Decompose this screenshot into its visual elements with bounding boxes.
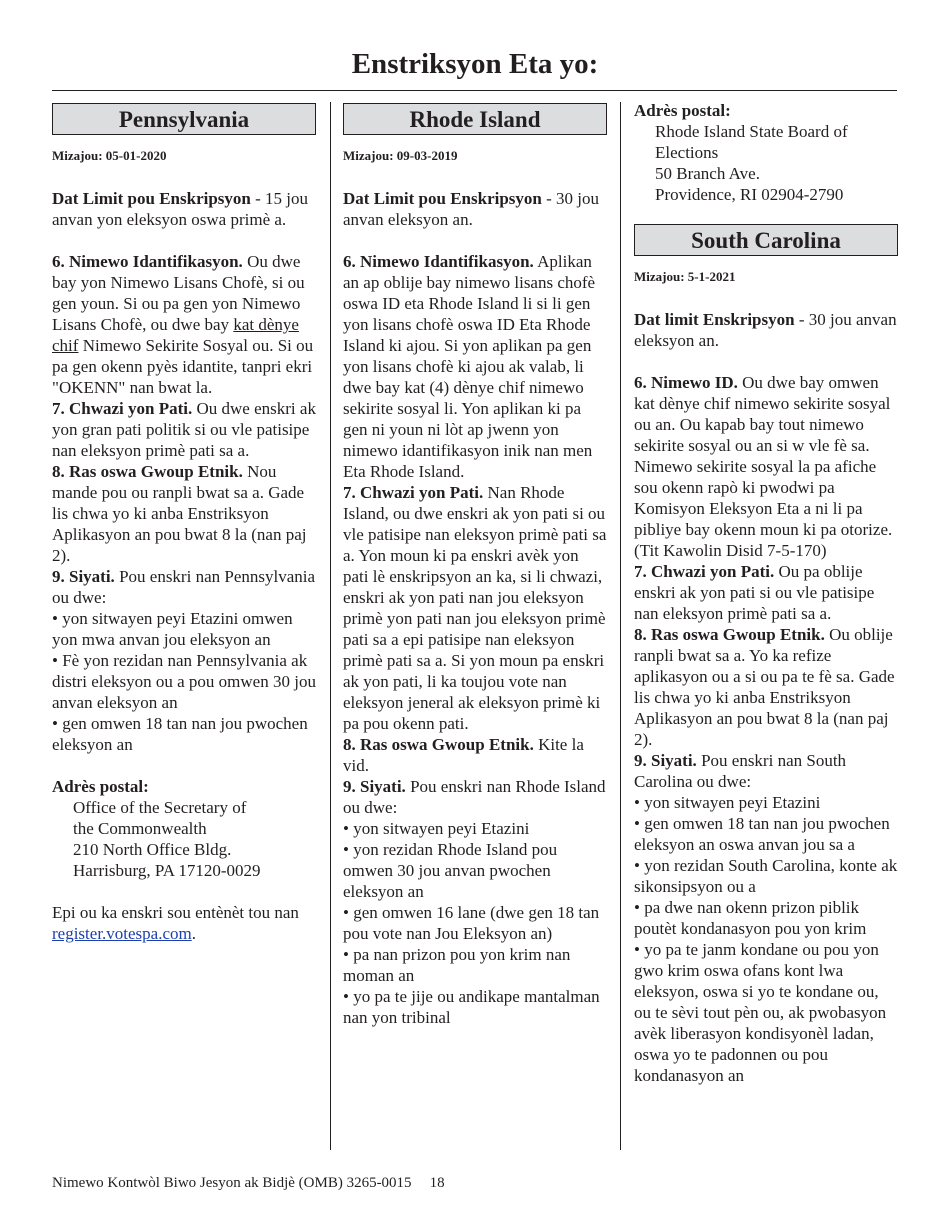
eligibility-bullet: • yon rezidan South Carolina, konte ak sikonsipsyon ou a [634, 856, 898, 896]
party-instructions: 7. Chwazi yon Pati. Ou dwe enskri ak yon gran pati politik si ou vle patisipe nan eleksyon primè pati sa a. [52, 399, 316, 460]
mailing-address-line: the Commonwealth [73, 819, 207, 838]
signature-instructions: 9. Siyati. Pou enskri nan Pennsylvania ou dwe: [52, 567, 316, 607]
page-number: 18 [429, 1175, 445, 1191]
column-divider [620, 102, 621, 1150]
mailing-address-label: Adrès postal: [634, 101, 731, 120]
eligibility-bullet: • pa dwe nan okenn prizon piblik poutèt kondanasyon pou yon krim [634, 898, 867, 938]
column-divider [330, 102, 331, 1150]
eligibility-bullet: • yo pa te janm kondane ou pou yon gwo krim oswa ofans kont lwa eleksyon, oswa si yo te kondane ou, ou te sèvi tout pèn ou, ak pwobasyon avèk liberasyon kondisyonèl ladan, oswa yo te padonnen ou pou kondanasyon an [634, 940, 887, 1085]
mailing-address-line: Elections [655, 143, 719, 162]
south-carolina-section [634, 100, 898, 1086]
state-heading: Pennsylvania [52, 103, 316, 135]
omb-control-number: Nimewo Kontwòl Biwo Jesyon ak Bidjè (OMB) 3265-0015 [52, 1175, 412, 1191]
id-number-instructions: 6. Nimewo Idantifikasyon. Ou dwe bay yon Nimewo Lisans Chofè, si ou gen youn. Si ou pa gen yon Nimewo Lisans Chofè, ou dwe bay kat dènye chif Nimewo Sekirite Sosyal ou. Si ou pa gen okenn pyès idantite, tanpri ekri "OKENN" nan bwat la. [52, 252, 314, 397]
eligibility-bullet: • yon rezidan Rhode Island pou omwen 30 jou anvan pwochen eleksyon an [343, 840, 558, 901]
party-instructions: 7. Chwazi yon Pati. Nan Rhode Island, ou dwe enskri ak yon pati si ou vle patisipe nan eleksyon primè pati sa a. Yon moun ki pa enskri avèk yon pati lè enskripsyon an ka, si li chwazi, enskri ak yon pati nan jou eleksyon primè yon pati nan jou eleksyon primè pati sa a epi patisipe nan eleksyon primè pati sa a. Si yon moun pa enskri ak yon pati, li ka toujou vote nan eleksyon jeneral ak eleksyon primè ki pa pou okenn pati. [343, 483, 607, 733]
eligibility-bullet: • yon sitwayen peyi Etazini [634, 793, 821, 812]
mailing-address-line: Providence, RI 02904-2790 [655, 185, 844, 204]
updated-date: Mizajou: 5-1-2021 [634, 269, 736, 284]
eligibility-bullet: • yon sitwayen peyi Etazini [343, 819, 530, 838]
race-instructions: 8. Ras oswa Gwoup Etnik. Kite la vid. [343, 735, 584, 775]
online-registration-note: Epi ou ka enskri sou entènèt tou nan register.votespa.com. [52, 903, 299, 943]
registration-deadline: Dat limit Enskripsyon - 30 jou anvan eleksyon an. [634, 310, 897, 350]
mailing-address-line: Harrisburg, PA 17120-0029 [73, 861, 261, 880]
state-heading: South Carolina [634, 224, 898, 256]
eligibility-bullet: • gen omwen 18 tan nan jou pwochen eleksyon an [52, 714, 308, 754]
updated-date: Mizajou: 05-01-2020 [52, 148, 167, 163]
eligibility-bullet: • gen omwen 16 lane (dwe gen 18 tan pou vote nan Jou Eleksyon an) [343, 903, 600, 943]
eligibility-bullet: • yo pa te jije ou andikape mantalman nan yon tribinal [343, 987, 600, 1027]
state-heading: Rhode Island [343, 103, 607, 135]
party-instructions: 7. Chwazi yon Pati. Ou pa oblije enskri ak yon pati si ou vle patisipe nan eleksyon primè pati sa a. [634, 562, 875, 623]
race-instructions: 8. Ras oswa Gwoup Etnik. Ou oblije ranpli bwat sa a. Yo ka refize aplikasyon ou a si ou pa te fè sa. Gade lis chwa yo ki anba Enstriksyon Aplikasyon an pou bwat 8 la (nan paj 2). [634, 625, 895, 749]
register-votespa-link[interactable]: register.votespa.com [52, 924, 192, 943]
mailing-address-line: 210 North Office Bldg. [73, 840, 232, 859]
rhode-island-section [343, 100, 607, 1028]
mailing-address-line: 50 Branch Ave. [655, 164, 760, 183]
pennsylvania-section [52, 100, 316, 944]
eligibility-bullet: • yon sitwayen peyi Etazini omwen yon mwa anvan jou eleksyon an [52, 609, 293, 649]
registration-deadline: Dat Limit pou Enskripsyon - 15 jou anvan yon eleksyon oswa primè a. [52, 189, 309, 229]
eligibility-bullet: • gen omwen 18 tan nan jou pwochen eleksyon an oswa anvan jou sa a [634, 814, 890, 854]
mailing-address-line: Rhode Island State Board of [655, 122, 848, 141]
id-number-instructions: 6. Nimewo Idantifikasyon. Aplikan an ap oblije bay nimewo lisans chofè oswa ID eta Rhode Island li si li gen yon lisans chofè oswa ID Eta Rhode Island ki ajou. Si yon aplikan pa gen yon lisans chofè ki ajou ak valab, li dwe bay kat (4) dènye chif nimewo sekirite sosyal li. Yon aplikan ki pa gen ni youn ni lòt ap jwenn yon nimewo idantifikasyon inik nan men Eta Rhode Island. [343, 252, 596, 481]
updated-date: Mizajou: 09-03-2019 [343, 148, 458, 163]
page-footer [52, 1173, 445, 1193]
title-divider [52, 90, 897, 91]
registration-deadline: Dat Limit pou Enskripsyon - 30 jou anvan eleksyon an. [343, 189, 600, 229]
signature-instructions: 9. Siyati. Pou enskri nan South Carolina ou dwe: [634, 751, 847, 791]
mailing-address-label: Adrès postal: [52, 777, 149, 796]
race-instructions: 8. Ras oswa Gwoup Etnik. Nou mande pou ou ranpli bwat sa a. Gade lis chwa yo ki anba Enstriksyon Aplikasyon an pou bwat 8 la (nan paj 2). [52, 462, 307, 565]
mailing-address-line: Office of the Secretary of [73, 798, 247, 817]
page-title: Enstriksyon Eta yo: [351, 48, 599, 80]
eligibility-bullet: • Fè yon rezidan nan Pennsylvania ak distri eleksyon ou a pou omwen 30 jou anvan eleksyon an [52, 651, 316, 712]
signature-instructions: 9. Siyati. Pou enskri nan Rhode Island ou dwe: [343, 777, 606, 817]
eligibility-bullet: • pa nan prizon pou yon krim nan moman an [343, 945, 571, 985]
id-number-instructions: 6. Nimewo ID. Ou dwe bay omwen kat dènye chif nimewo sekirite sosyal ou an. Ou kapab bay tout nimewo sekirite sosyal ou an si w vle fè sa. Nimewo sekirite sosyal la pa afiche sou okenn rapò ki pwodwi pa Komisyon Eleksyon Eta a ni li pa pibliye bay okenn moun ki pa otorize. (Tit Kawolin Disid 7-5-170) [634, 373, 893, 560]
